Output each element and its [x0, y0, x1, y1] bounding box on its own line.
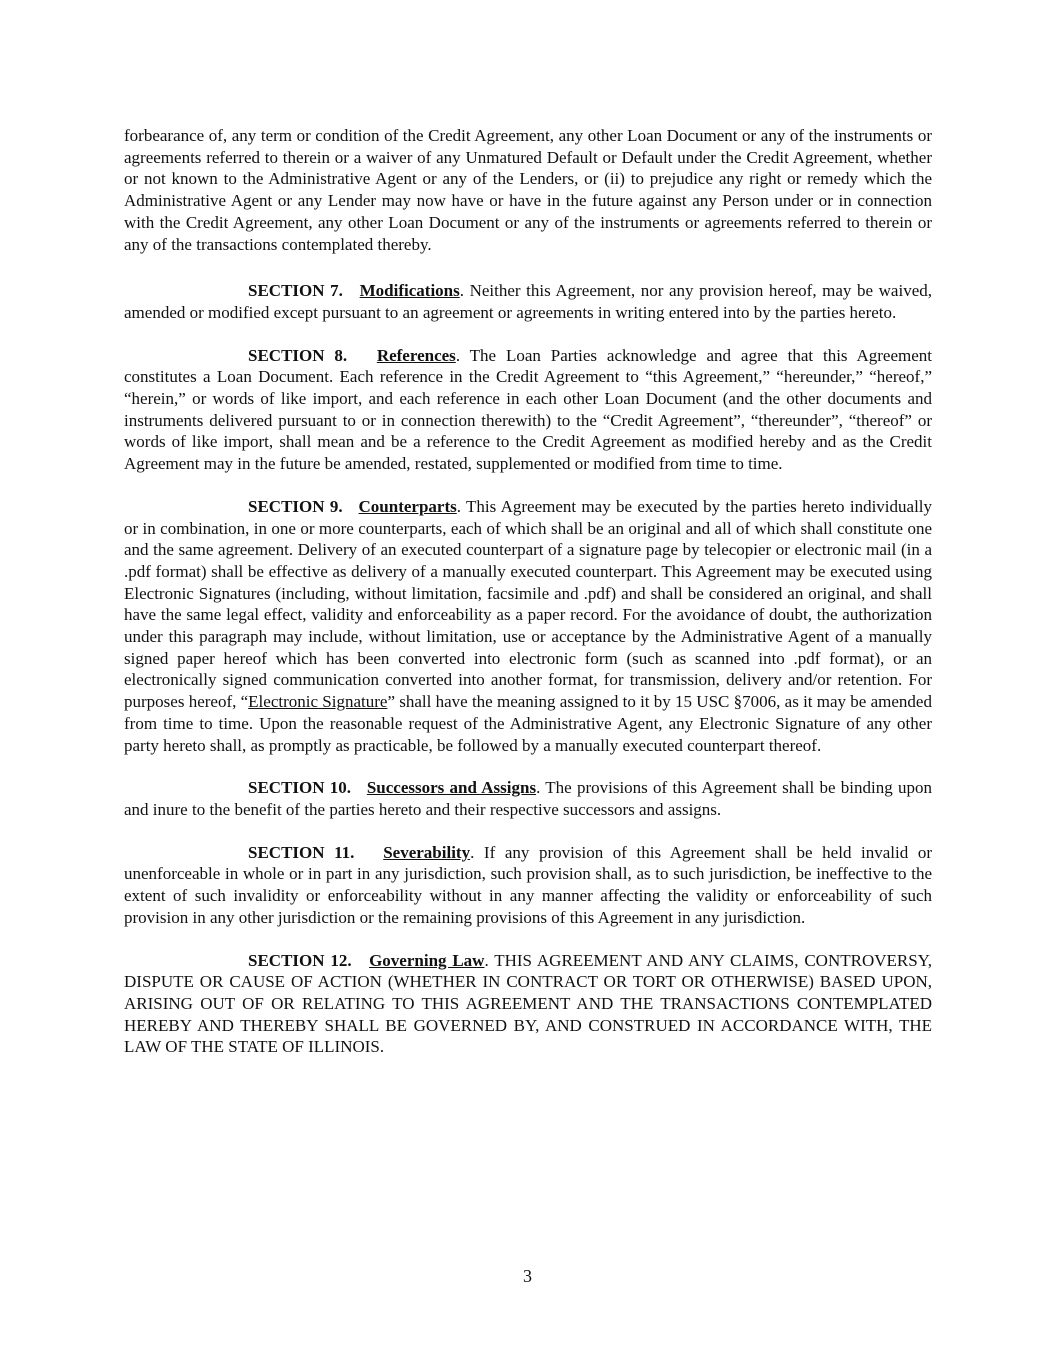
section-body: . The Loan Parties acknowledge and agree that this Agreement constitutes a Loan Document. Each reference in the Credit Agreement to “this Agreement,” “hereunder,” “hereof,” “herein,” or words of like import, and each reference in each other Loan Document (and the other documents and instruments delivered pursuant to or in connection therewith) to the “Credit Agreement”, “thereunder”, “thereof” or words of like import, shall mean and be a reference to the Credit Agreement as modified hereby and as the Credit Agreement may in the future be amended, restated, supplemented or modified from time to time.	[124, 345, 933, 474]
section-body: . The provisions of this Agreement shall be binding upon and inure to the benefit of the parties hereto and their respective successors and assigns.	[124, 778, 933, 819]
section-number: SECTION 12.	[248, 950, 352, 970]
continuation-paragraph: forbearance of, any term or condition of the Credit Agreement, any other Loan Document or any of the instruments or agreements referred to therein or a waiver of any Unmatured Default or Default under the Credit Agreement, whether or not known to the Administrative Agent or any of the Lenders, or (ii) to prejudice any right or remedy which the Administrative Agent or any Lender may now have or have in the future against any Person under or in connection with the Credit Agreement, any other Loan Document or any of the instruments or agreements referred to therein or any of the transactions contemplated thereby.	[124, 126, 932, 254]
page-number: 3	[523, 1266, 532, 1286]
section-title: Governing Law	[369, 950, 485, 970]
section-9-paragraph	[124, 496, 932, 756]
section-12-paragraph	[124, 950, 932, 1059]
section-number: SECTION 8.	[248, 345, 348, 365]
section-10-paragraph	[124, 777, 932, 820]
section-body: . Neither this Agreement, nor any provision hereof, may be waived, amended or modified except pursuant to an agreement or agreements in writing entered into by the parties hereto.	[124, 281, 932, 322]
section-number: SECTION 9.	[248, 496, 343, 516]
section-body: . This Agreement may be executed by the parties hereto individually or in combination, in one or more counterparts, each of which shall be an original and all of which shall constitute one and the same agreement. Delivery of an executed counterpart of a signature page by telecopier or electronic mail (in a .pdf format) shall be effective as delivery of a manually executed counterpart. This Agreement may be executed using Electronic Signatures (including, without limitation, facsimile and .pdf) and shall be considered an original, and shall have the same legal effect, validity and enforceability as a paper record. For the avoidance of doubt, the authorization under this paragraph may include, without limitation, use or acceptance by the Administrative Agent of a manually signed paper hereof which has been converted into electronic form (such as scanned into .pdf format), or an electronically signed communication converted into another format, for transmission, delivery and/or retention. For purposes hereof, “	[124, 496, 933, 712]
section-title: References	[376, 345, 456, 365]
document-page	[124, 125, 932, 1079]
section-body-continued: ” shall have the meaning assigned to it by 15 USC §7006, as it may be amended from time to time. Upon the reasonable request of the Administrative Agent, any Electronic Signature of any other party hereto shall, as promptly as practicable, be followed by a manually executed counterpart thereof.	[124, 692, 932, 755]
section-title: Modifications	[359, 281, 460, 301]
section-number: SECTION 7.	[248, 281, 343, 301]
section-title: Severability	[383, 842, 471, 862]
section-7-paragraph	[124, 280, 932, 323]
section-number: SECTION 10.	[248, 778, 352, 798]
section-8-paragraph	[124, 345, 932, 475]
defined-term: Electronic Signature	[248, 692, 388, 712]
section-body: . THIS AGREEMENT AND ANY CLAIMS, CONTROVERSY, DISPUTE OR CAUSE OF ACTION (WHETHER IN CONTRACT OR TORT OR OTHERWISE) BASED UPON, ARISING OUT OF OR RELATING TO THIS AGREEMENT AND THE TRANSACTIONS CONTEMPLATED HEREBY AND THEREBY SHALL BE GOVERNED BY, AND CONSTRUED IN ACCORDANCE WITH, THE LAW OF THE STATE OF ILLINOIS.	[124, 950, 933, 1057]
section-number: SECTION 11.	[248, 842, 355, 862]
section-body: . If any provision of this Agreement shall be held invalid or unenforceable in whole or in part in any jurisdiction, such provision shall, as to such jurisdiction, be ineffective to the extent of such invalidity or enforceability without in any manner affecting the validity or enforceability of such provision in any other jurisdiction or the remaining provisions of this Agreement in any jurisdiction.	[124, 842, 933, 927]
section-title: Counterparts	[358, 496, 457, 516]
section-title: Successors and Assigns	[366, 778, 537, 798]
section-11-paragraph	[124, 842, 932, 929]
